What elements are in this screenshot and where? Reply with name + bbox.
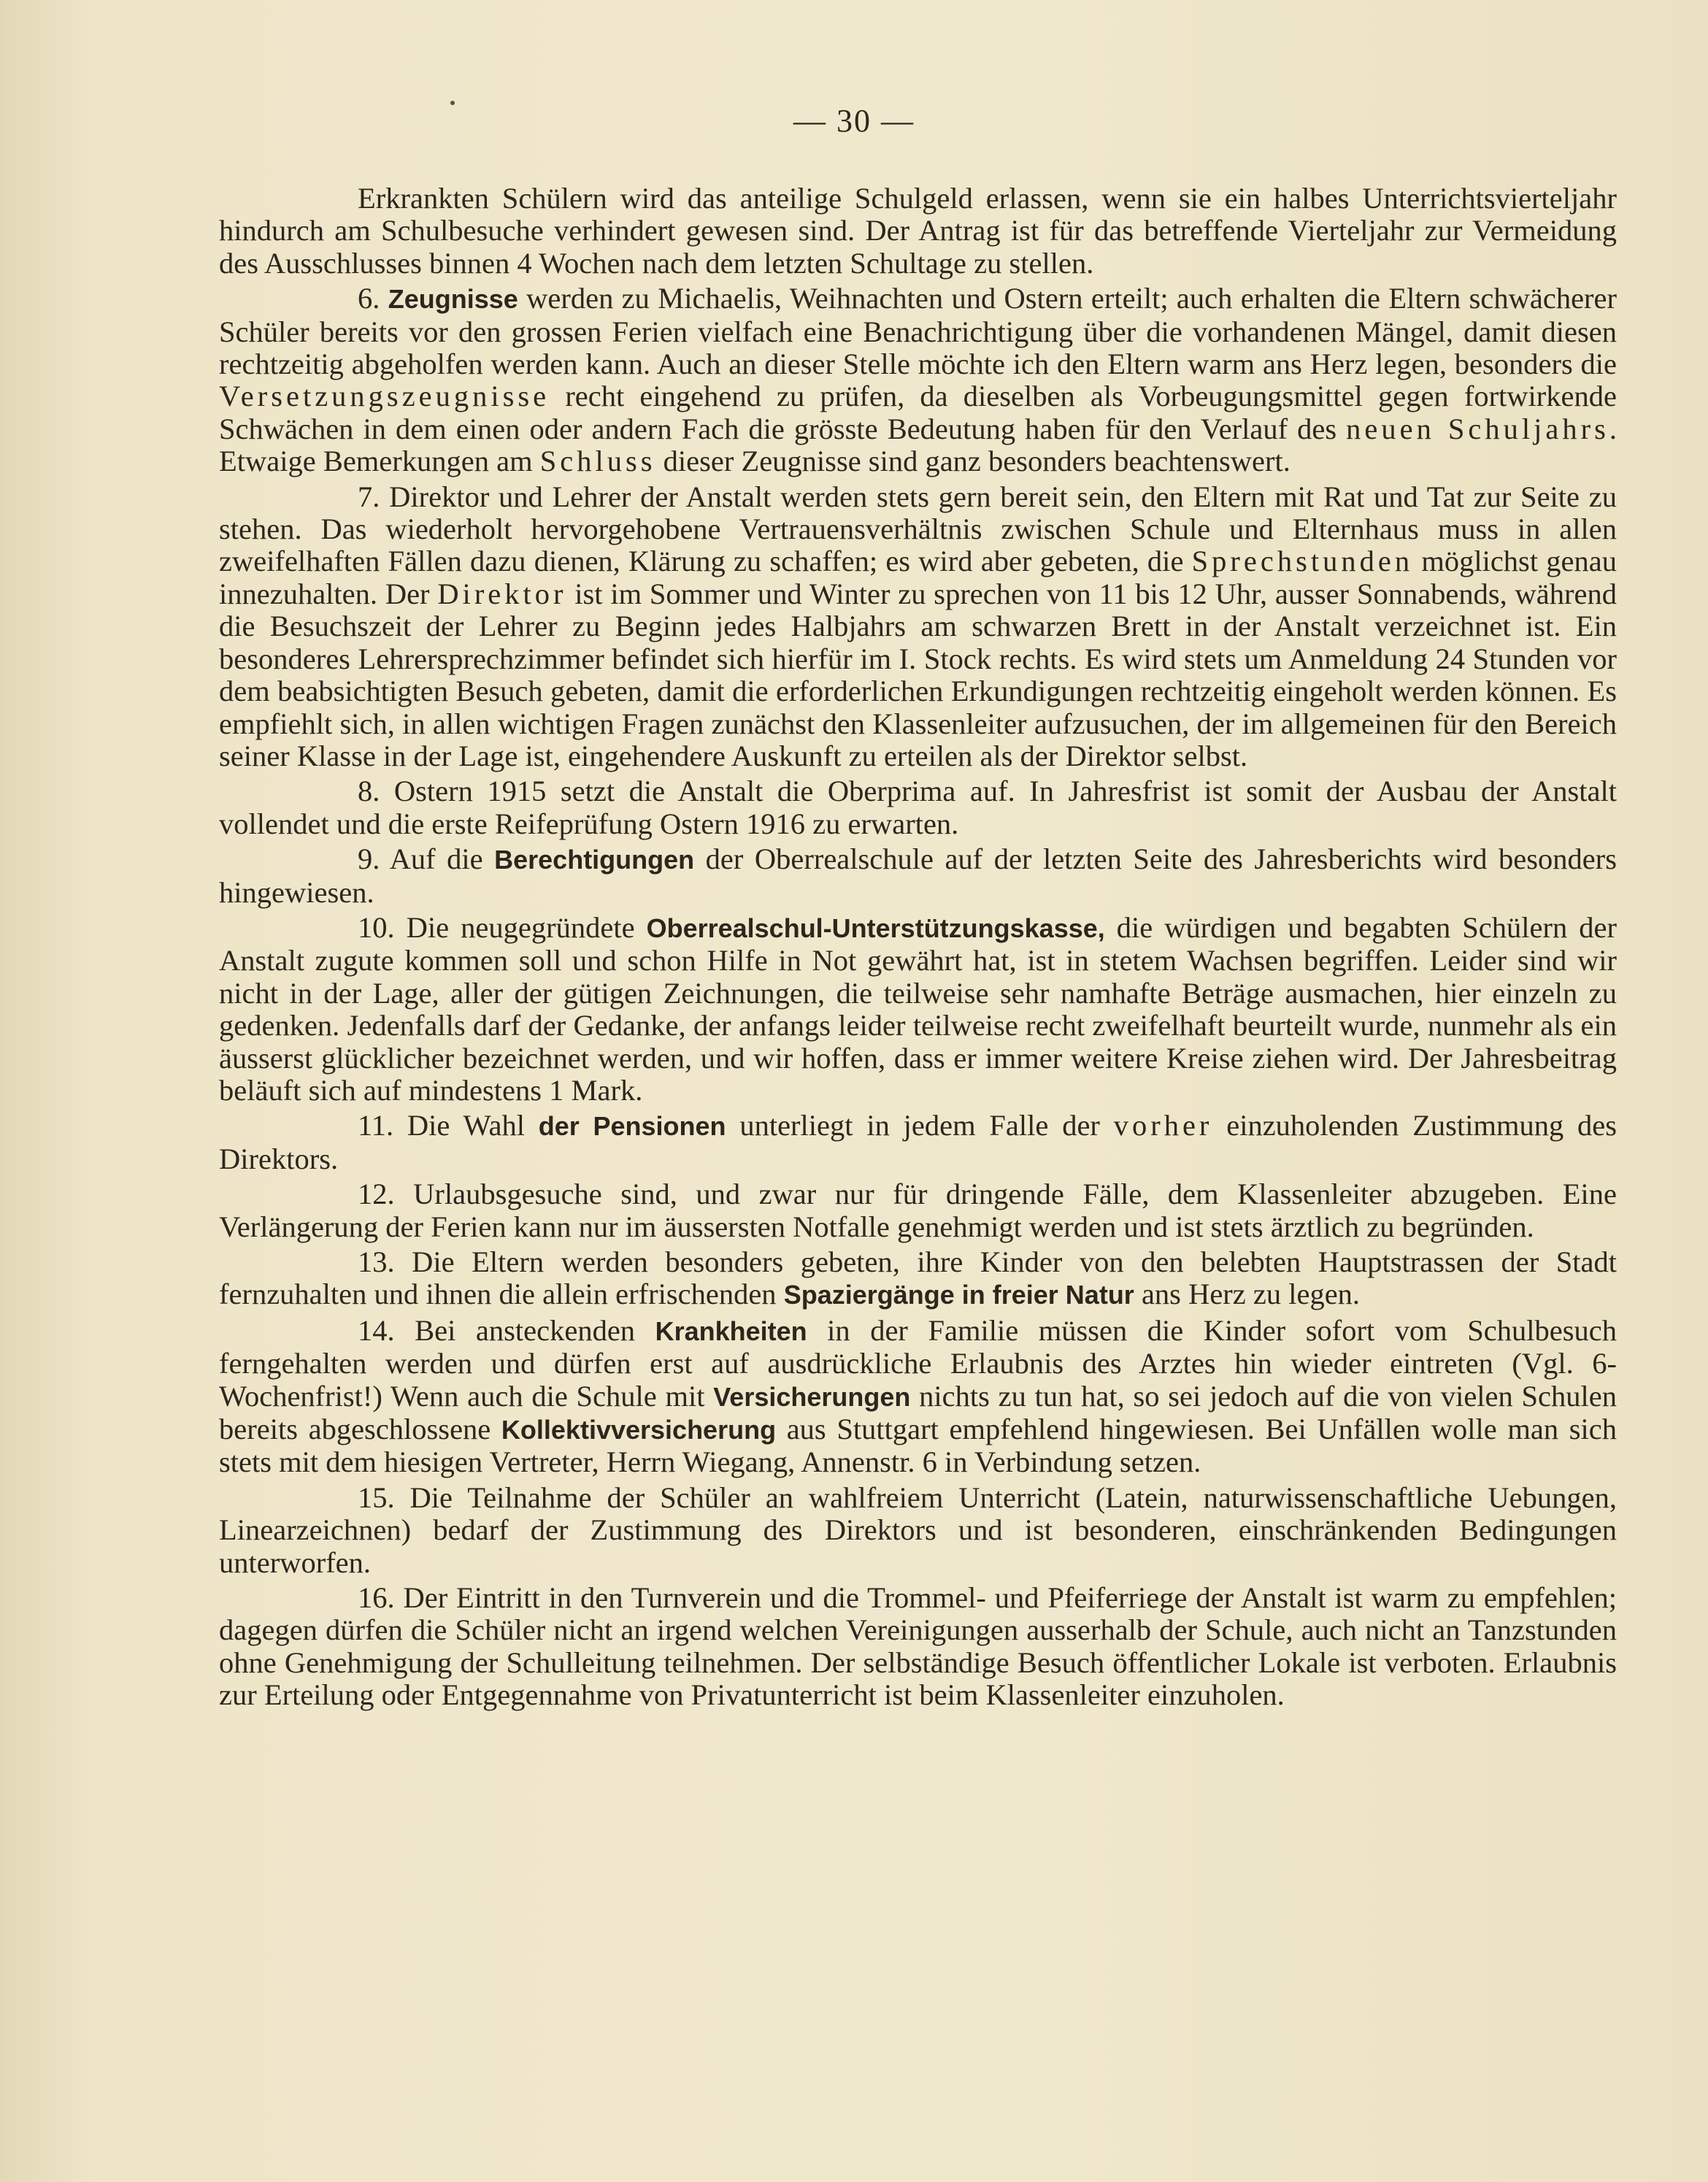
spaced-term: neuen Schuljahrs [1346,412,1609,445]
paragraph-6-reports [219,283,1617,477]
paragraph-15-optional-lessons [219,1482,1617,1579]
page-number: — 30 — [793,103,915,139]
text-run: ans Herz zu legen. [1134,1278,1361,1311]
emphasized-term: Oberrealschul-Unterstützungskasse, [646,913,1105,943]
paragraph-14-illness [219,1315,1617,1479]
spaced-term: Sprechstunden [1191,545,1414,578]
paragraph-13-walks [219,1246,1617,1312]
paragraph-9-entitlements [219,843,1617,909]
text-run: der Oberrealschule auf der letzten Seite des Jahresberichts wird besonders hingewiesen. [219,842,1617,909]
paragraph-10-support-fund [219,912,1617,1107]
text-run: in der Familie müssen die Kinder sofort vom Schulbesuch ferngehalten werden und dürfen erst auf ausdrückliche Erlaubnis des Arztes hin wieder eintreten (Vgl. 6-Wochenfrist!) Wenn auch die Schule mit [219,1313,1617,1413]
emphasized-term: der Pensionen [538,1111,726,1142]
text-run: . Etwaige Bemerkungen am [219,412,1617,478]
spaced-term: Direktor [437,577,567,610]
paragraph-7-consultation [219,481,1617,773]
paragraph-11-boarding [219,1110,1617,1175]
text-run: 10. Die neugegründete [358,910,647,944]
emphasized-term: Kollektivversicherung [501,1415,777,1445]
emphasized-term: Krankheiten [655,1315,807,1346]
emphasized-term: Zeugnisse [388,284,518,315]
text-run: 11. Die Wahl [358,1109,539,1142]
paragraph-8-oberprima [219,775,1617,840]
text-run: aus Stuttgart empfehlend hingewiesen. Bei Unfällen wolle man sich stets mit dem hiesigen Vertreter, Herrn Wiegang, Annenstr. 6 in Verbindung setzen. [219,1413,1617,1479]
text-run: 13. Die Eltern werden besonders gebeten, ihre Kinder von den belebten Hauptstrassen der Stadt fernzuhalten und ihnen die allein erfrischenden [219,1245,1617,1311]
text-run: 8. Ostern 1915 setzt die Anstalt die Oberprima auf. In Jahresfrist ist somit der Ausbau der Anstalt vollendet und die erste Reifeprüfung Ostern 1916 zu erwarten. [219,775,1617,840]
text-run: 15. Die Teilnahme der Schüler an wahlfreiem Unterricht (Latein, naturwissenschaftliche Uebungen, Linearzeichnen) bedarf der Zustimmung des Direktors und ist besonderen, einschränkenden Bedingungen unterworfen. [219,1480,1617,1579]
text-run: Erkrankten Schülern wird das anteilige Schulgeld erlassen, wenn sie ein halbes Unterrichtsvierteljahr hindurch am Schulbesuche verhindert gewesen sind. Der Antrag ist für das betreffende Vierteljahr zur Vermeidung des Ausschlusses binnen 4 Wochen nach dem letzten Schultage zu stellen. [219,182,1617,280]
text-run: einzuholenden Zustimmung des Direktors. [219,1109,1617,1175]
emphasized-term: Spaziergänge in freier Natur [783,1280,1134,1310]
paragraph-12-leave [219,1178,1617,1243]
text-run: nichts zu tun hat, so sei jedoch auf die von vielen Schulen bereits abgeschlossene [219,1379,1617,1446]
text-run: 14. Bei ansteckenden [358,1313,655,1347]
spaced-term: Schluss [539,445,656,478]
text-run: dieser Zeugnisse sind ganz besonders beachtenswert. [655,445,1290,478]
text-run: 9. Auf die [358,842,495,876]
text-run: 6. [358,282,388,315]
emphasized-term: Versicherungen [713,1381,911,1412]
text-run: ist im Sommer und Winter zu sprechen von 11 bis 12 Uhr, ausser Sonnabends, während die Besuchszeit der Lehrer zu Beginn jedes Halbjahrs am schwarzen Brett in der Anstalt verzeichnet ist. Ein besonderes Lehrersprechzimmer befindet sich hierfür im I. Stock rechts. Es wird stets um Anmeldung 24 Stunden vor dem beabsichtigten Besuch gebeten, damit die erforderlichen Erkundigungen rechtzeitig eingeholt werden können. Es empfiehlt sich, in allen wichtigen Fragen zunächst den Klassenleiter aufzusuchen, der im allgemeinen für den Bereich seiner Klasse in der Lage ist, eingehendere Auskunft zu erteilen als der Direktor selbst. [219,577,1617,772]
text-run: unterliegt in jedem Falle der [726,1109,1114,1142]
text-run: 16. Der Eintritt in den Turnverein und die Trommel- und Pfeiferriege der Anstalt ist warm zu empfehlen; dagegen dürfen die Schüler nicht an irgend welchen Vereinigungen ausserhalb der Schule, auch nicht an Tanzstunden ohne Genehmigung der Schulleitung teilnehmen. Der selbständige Besuch öffentlicher Lokale ist verboten. Erlaubnis zur Erteilung oder Entgegennahme von Privatunterricht ist beim Klassenleiter einzuholen. [219,1581,1617,1712]
spaced-term: Versetzungszeugnisse [219,380,550,413]
paragraph-16-clubs [219,1582,1617,1712]
text-run: möglichst genau innezuhalten. Der [219,545,1617,610]
body-text [219,183,1617,1712]
emphasized-term: Berechtigungen [494,845,695,875]
spaced-term: vorher [1113,1109,1213,1142]
text-run: werden zu Michaelis, Weihnachten und Ostern erteilt; auch erhalten die Eltern schwächerer Schüler bereits vor den grossen Ferien vielfach eine Benachrichtigung über die vorhandenen Mängel, damit diesen rechtzeitig abgeholfen werden kann. Auch an dieser Stelle möchte ich den Eltern warm ans Herz legen, besonders die [219,282,1617,381]
paragraph-school-fee [219,183,1617,280]
text-run: 12. Urlaubsgesuche sind, und zwar nur für dringende Fälle, dem Klassenleiter abzugeben. Eine Verlängerung der Ferien kann nur im äussersten Notfalle genehmigt werden und ist stets ärztlich zu begründen. [219,1178,1617,1243]
text-run: die würdigen und begabten Schülern der Anstalt zugute kommen soll und schon Hilfe in Not gewährt hat, ist in stetem Wachsen begriffen. Leider sind wir nicht in der Lage, aller der gütigen Zeichnungen, die teilweise sehr namhafte Beträge ausmachen, hier einzeln zu gedenken. Jedenfalls darf der Gedanke, der anfangs leider teilweise recht zweifelhaft beurteilt wurde, nunmehr als ein äusserst glücklicher bezeichnet werden, und wir hoffen, dass er immer weitere Kreise ziehen wird. Der Jahresbeitrag beläuft sich auf mindestens 1 Mark. [219,910,1617,1107]
text-run: 7. Direktor und Lehrer der Anstalt werden stets gern bereit sein, den Eltern mit Rat und Tat zur Seite zu stehen. Das wiederholt hervorgehobene Vertrauensverhältnis zwischen Schule und Elternhaus muss in allen zweifelhaften Fällen dazu dienen, Klärung zu schaffen; es wird aber gebeten, die [219,480,1617,578]
text-run: recht eingehend zu prüfen, da dieselben als Vorbeugungsmittel gegen fortwirkende Schwächen in dem einen oder andern Fach die grösste Bedeutung haben für den Verlauf des [219,380,1617,445]
